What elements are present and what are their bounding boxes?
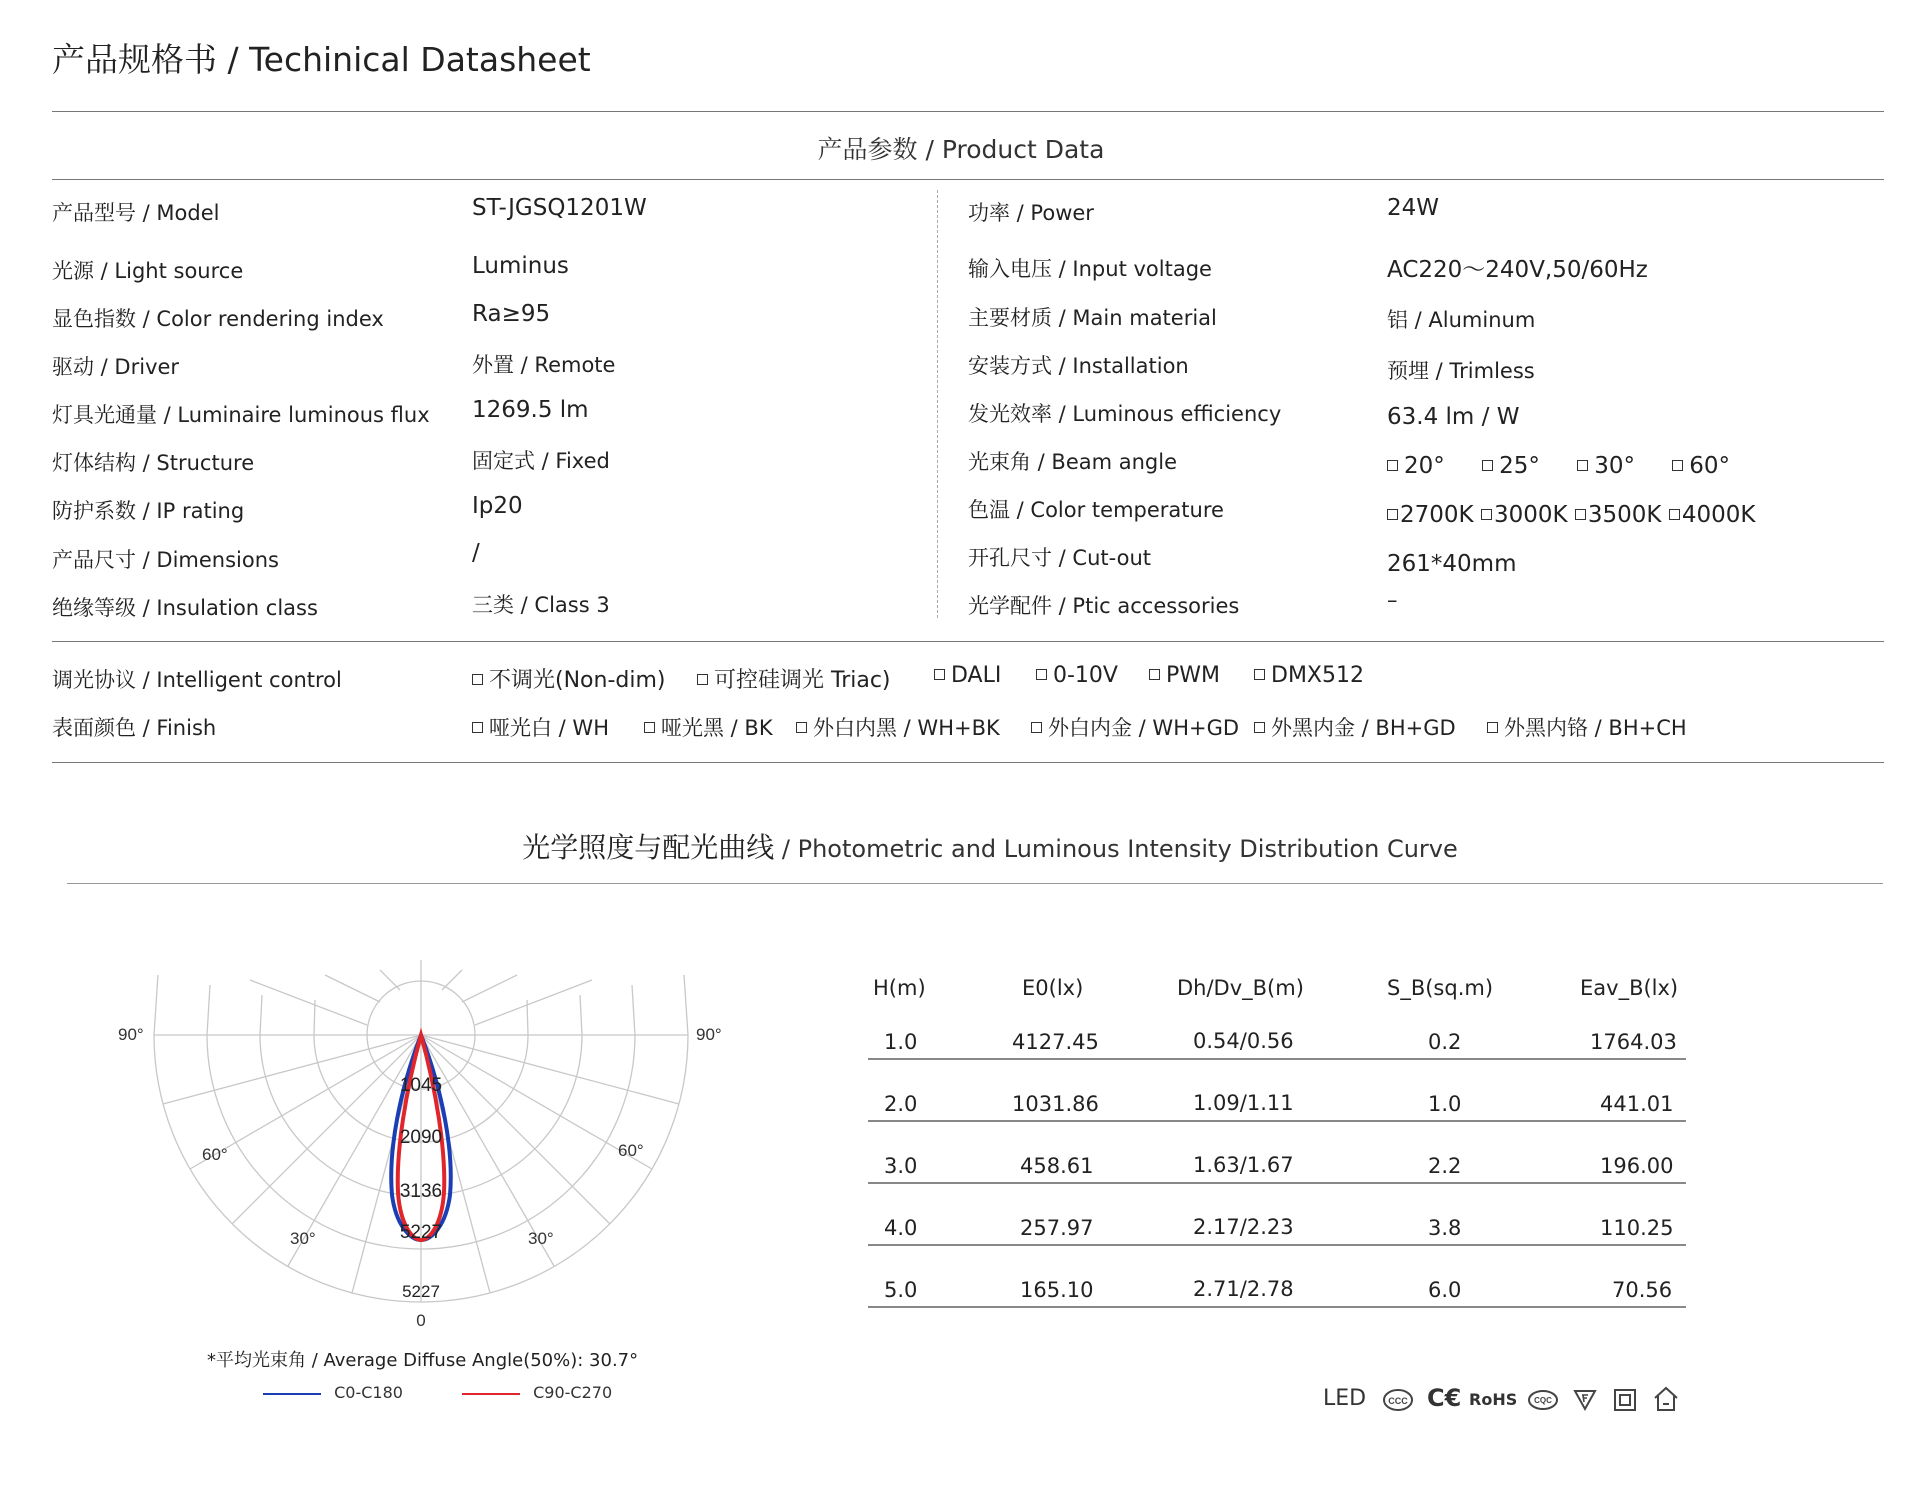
checkbox-icon [1149,669,1160,680]
table-cell: 5.0 [884,1278,918,1302]
spec-value-dimensions: / [472,540,480,566]
table-cell: 458.61 [1020,1154,1094,1178]
column-divider [937,190,938,618]
table-cell: 2.0 [884,1092,918,1116]
spec-label-power: 功率 / Power [968,201,1094,225]
checkbox-icon [644,722,655,733]
ce-certification-icon: C€ [1427,1384,1462,1412]
beam-option-20[interactable]: 20° [1387,453,1445,479]
row-divider [868,1244,1686,1246]
table-cell: 4.0 [884,1216,918,1240]
spec-label-cutout: 开孔尺寸 / Cut-out [968,546,1151,570]
angle-label-right-30: 30° [528,1229,554,1248]
table-cell: 1764.03 [1590,1030,1677,1054]
checkbox-icon [1031,722,1042,733]
divider [52,179,1884,180]
optics-section-title [0,826,1922,866]
spec-value-power: 24W [1387,195,1440,221]
table-cell: 2.71/2.78 [1193,1277,1294,1301]
finish-option-bh-gd[interactable]: 外黑内金 / BH+GD [1254,712,1456,742]
table-cell: 1031.86 [1012,1092,1099,1116]
spec-label-ip: 防护系数 / IP rating [52,499,245,523]
spec-value-driver: 外置 / Remote [472,353,616,377]
average-beam-note: *平均光束角 / Average Diffuse Angle(50%): 30.7° [207,1350,639,1371]
spec-label-insulation: 绝缘等级 / Insulation class [52,596,318,620]
ring-label-1045: 1045 [399,1075,443,1096]
beam-angle-options [1387,453,1730,479]
document-title: 产品规格书 / Techinical Datasheet [52,40,591,79]
finish-option-wh-bk[interactable]: 外白内黑 / WH+BK [796,712,1000,742]
rohs-certification-icon: RoHS [1469,1390,1518,1409]
ring-label-3136: 3136 [399,1181,443,1202]
table-header-e0: E0(lx) [1022,976,1084,1000]
spec-label-structure: 灯体结构 / Structure [52,451,255,475]
table-cell: 70.56 [1612,1278,1673,1302]
angle-label-zero: 0 [416,1311,426,1330]
table-cell: 1.0 [884,1030,918,1054]
spec-value-material: 铝 / Aluminum [1387,308,1536,332]
checkbox-icon [1481,509,1492,520]
table-cell: 257.97 [1020,1216,1094,1240]
divider [52,641,1884,642]
table-cell: 1.09/1.11 [1193,1091,1294,1115]
led-mark: LED [1323,1386,1367,1411]
finish-option-wh[interactable]: 哑光白 / WH [472,712,609,742]
spec-label-voltage: 输入电压 / Input voltage [968,257,1212,281]
indoor-use-house-icon [1651,1384,1681,1414]
finish-option-wh-gd[interactable]: 外白内金 / WH+GD [1031,712,1239,742]
edge-left [154,975,158,1035]
table-header-dhdv: Dh/Dv_B(m) [1177,976,1304,1000]
cct-option-3000[interactable]: 3000K [1481,502,1568,528]
table-cell: 2.17/2.23 [1193,1215,1294,1239]
table-cell: 0.2 [1428,1030,1462,1054]
spec-value-light-source: Luminus [472,253,569,279]
checkbox-icon [796,722,807,733]
polar-distribution-chart [100,940,740,1340]
table-cell: 2.2 [1428,1154,1462,1178]
legend-line-c0 [263,1393,321,1395]
beam-option-30[interactable]: 30° [1577,453,1635,479]
legend-label-c0: C0-C180 [334,1383,403,1402]
spec-value-cri: Ra≥95 [472,301,551,327]
spec-label-accessories: 光学配件 / Ptic accessories [968,594,1240,618]
checkbox-icon [1254,669,1265,680]
checkbox-icon [472,722,483,733]
table-cell: 110.25 [1600,1216,1674,1240]
spec-value-cutout: 261*40mm [1387,551,1517,577]
checkbox-icon [697,674,708,685]
row-divider [868,1120,1686,1122]
table-cell: 441.01 [1600,1092,1674,1116]
spec-label-light-source: 光源 / Light source [52,259,244,283]
spec-value-flux: 1269.5 lm [472,397,589,423]
ring-label-2090: 2090 [399,1127,443,1148]
checkbox-icon [1482,460,1493,471]
legend-line-c90 [462,1393,520,1395]
table-header-sb: S_B(sq.m) [1387,976,1494,1000]
spec-value-accessories: – [1387,588,1398,612]
table-header-eav: Eav_B(lx) [1580,976,1679,1000]
edge-right [684,975,688,1035]
checkbox-icon [472,674,483,685]
checkbox-icon [1254,722,1265,733]
divider [52,762,1884,763]
f-mark-triangle-icon [1573,1388,1597,1412]
spec-label-dimensions: 产品尺寸 / Dimensions [52,548,279,572]
table-cell: 0.54/0.56 [1193,1029,1294,1053]
checkbox-icon [1577,460,1588,471]
spec-value-voltage: AC220～240V,50/60Hz [1387,257,1648,283]
cct-options [1387,502,1755,528]
optics-title-cn: 光学照度与配光曲线 [522,831,775,864]
checkbox-icon [1575,509,1586,520]
table-cell: 165.10 [1020,1278,1094,1302]
control-option-pwm[interactable]: PWM [1149,663,1220,688]
row-divider [868,1182,1686,1184]
angle-label-left-30: 30° [290,1229,316,1248]
cqc-certification-icon [1527,1388,1559,1412]
cct-option-3500[interactable]: 3500K [1575,502,1662,528]
spec-label-cri: 显色指数 / Color rendering index [52,307,384,331]
table-cell: 3.8 [1428,1216,1462,1240]
table-cell: 1.63/1.67 [1193,1153,1294,1177]
angle-label-right-90: 90° [696,1025,722,1044]
control-option-triac[interactable]: 可控硅调光 Triac) [697,663,891,694]
ccc-certification-icon [1382,1388,1414,1412]
ring-label-5227-inner: 5227 [399,1222,443,1243]
control-option-nondim[interactable]: 不调光(Non-dim) [472,663,665,694]
angle-label-left-60: 60° [202,1145,228,1164]
control-label: 调光协议 / Intelligent control [52,668,342,692]
checkbox-icon [1672,460,1683,471]
spec-value-installation: 预埋 / Trimless [1387,359,1535,383]
table-header-h: H(m) [873,976,926,1000]
ccc-text: CCC [1388,1396,1408,1406]
divider [67,883,1883,884]
control-option-dali[interactable]: DALI [934,663,1001,688]
checkbox-icon [1669,509,1680,520]
table-cell: 3.0 [884,1154,918,1178]
control-option-dmx512[interactable]: DMX512 [1254,663,1364,688]
row-divider [868,1058,1686,1060]
spec-label-beam-angle: 光束角 / Beam angle [968,450,1178,474]
spec-value-ip: Ip20 [472,493,523,519]
spec-label-material: 主要材质 / Main material [968,306,1217,330]
spec-label-efficiency: 发光效率 / Luminous efficiency [968,402,1282,426]
cct-option-4000[interactable]: 4000K [1669,502,1756,528]
table-cell: 1.0 [1428,1092,1462,1116]
finish-option-bh-ch[interactable]: 外黑内铬 / BH+CH [1487,712,1687,742]
spec-label-flux: 灯具光通量 / Luminaire luminous flux [52,403,430,427]
angle-label-right-60: 60° [618,1141,644,1160]
finish-option-bk[interactable]: 哑光黑 / BK [644,712,773,742]
table-cell: 196.00 [1600,1154,1674,1178]
legend-label-c90: C90-C270 [533,1383,613,1402]
spec-label-installation: 安装方式 / Installation [968,354,1189,378]
spec-label-cct: 色温 / Color temperature [968,498,1224,522]
beam-option-60[interactable]: 60° [1672,453,1730,479]
legend [263,1383,612,1402]
cqc-text: CQC [1534,1396,1552,1405]
checkbox-icon [1387,460,1398,471]
checkbox-icon [1387,509,1398,520]
finish-label: 表面颜色 / Finish [52,716,217,740]
spec-value-efficiency: 63.4 lm / W [1387,404,1520,430]
product-data-title: 产品参数 / Product Data [817,135,1105,164]
table-cell: 6.0 [1428,1278,1462,1302]
optics-title-en: / Photometric and Luminous Intensity Distribution Curve [774,835,1458,863]
spec-value-insulation: 三类 / Class 3 [472,593,610,617]
ring-label-5227-outer: 5227 [402,1282,440,1301]
control-option-0-10v[interactable]: 0-10V [1036,663,1118,688]
angle-label-left-90: 90° [118,1025,144,1044]
beam-option-25[interactable]: 25° [1482,453,1540,479]
checkbox-icon [1036,669,1047,680]
checkbox-icon [1487,722,1498,733]
spec-label-driver: 驱动 / Driver [52,355,180,379]
checkbox-icon [934,669,945,680]
spec-value-structure: 固定式 / Fixed [472,449,610,473]
spec-label-model: 产品型号 / Model [52,201,220,225]
class-insulation-icon [1613,1388,1637,1412]
spec-value-model: ST-JGSQ1201W [472,195,647,221]
table-cell: 4127.45 [1012,1030,1099,1054]
row-divider [868,1306,1686,1308]
cct-option-2700[interactable]: 2700K [1387,502,1474,528]
divider [52,111,1884,112]
